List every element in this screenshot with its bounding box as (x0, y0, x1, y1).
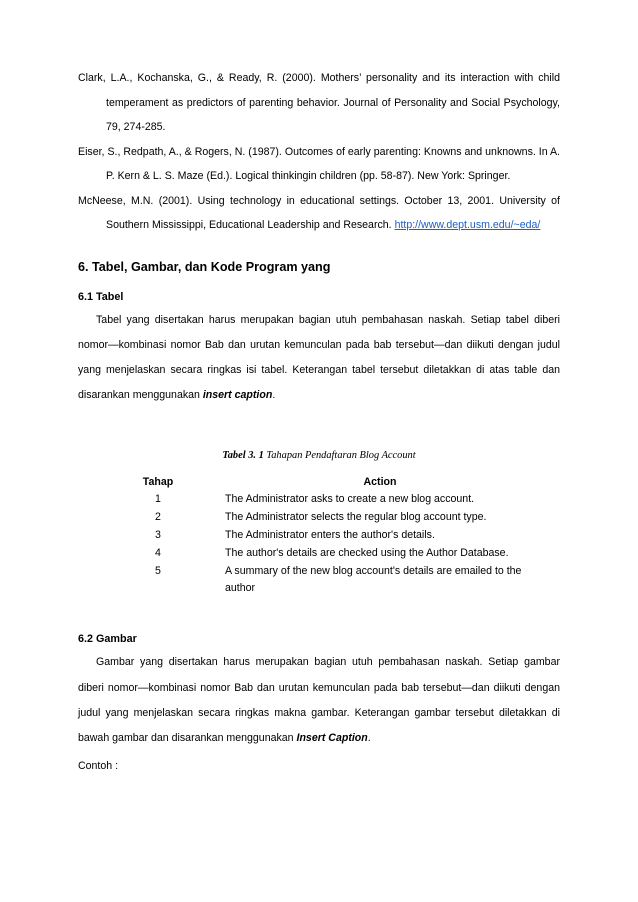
table-cell-step: 1 (155, 493, 161, 506)
table-row (126, 509, 535, 527)
reference-link[interactable]: http://www.dept.usm.edu/~eda/ (394, 219, 541, 231)
column-header-step: Tahap (142, 475, 174, 488)
table-header-row (126, 474, 535, 492)
table-cell-step: 3 (155, 529, 161, 542)
table-spacer (78, 598, 560, 620)
reference-entry (78, 140, 560, 189)
paragraph-text: Gambar yang disertakan harus merupakan bagian utuh pembahasan naskah. Setiap gambar diberi nomor—kombinasi nomor Bab dan urutan kemunculan pada bab tersebut—dan diikuti dengan judul yang menjelaskan secara ringkas makna gambar. Keterangan gambar tersebut diletakkan di bawah gambar dan disarankan menggunakan (78, 656, 560, 745)
reference-entry (78, 189, 560, 238)
reference-entry (78, 66, 560, 140)
table-cell-action: The Administrator selects the regular blog account type. (225, 511, 487, 524)
emphasis-text: insert caption (202, 389, 273, 402)
table-cell-action: The Administrator asks to create a new blog account. (225, 493, 475, 506)
table-cell-action: The author's details are checked using the Author Database. (225, 546, 509, 559)
paragraph-text: Tabel yang disertakan harus merupakan bagian utuh pembahasan naskah. Setiap tabel diberi nomor—kombinasi nomor Bab dan urutan kemunculan pada bab tersebut—dan diikuti dengan judul yang menjelaskan secara ringkas isi tabel. Keterangan tabel tersebut diletakkan di atas table dan disarankan menggunakan (78, 313, 560, 402)
section-heading: 6. Tabel, Gambar, dan Kode Program yang (78, 259, 331, 274)
subsection-heading-tabel: 6.1 Tabel (78, 290, 124, 303)
emphasis-text: Insert Caption (296, 732, 368, 745)
table-cell-step: 2 (155, 511, 161, 524)
reference-text: McNeese, M.N. (2001). Using technology in educational settings. October 13, 2001. University of Southern Mississippi, Educational Leadership and Research. (78, 194, 560, 231)
subsection-heading-gambar: 6.2 Gambar (78, 633, 137, 646)
column-header-action: Action (363, 475, 397, 488)
table-row (126, 491, 535, 509)
table-row (126, 545, 535, 563)
table-cell-step: 5 (155, 564, 161, 577)
paragraph-end: . (272, 389, 276, 402)
table-cell-action: The Administrator enters the author's details. (225, 529, 435, 542)
table-caption-label: Tabel 3. 1 (222, 449, 264, 461)
paragraph-end: . (367, 732, 371, 745)
example-label: Contoh : (78, 760, 119, 773)
table-caption (78, 448, 560, 464)
reference-text: Eiser, S., Redpath, A., & Rogers, N. (1987). Outcomes of early parenting: Knowns and unknowns. In A. P. Kern & L. S. Maze (Ed.). Logical thinkingin children (pp. 58-87). New York: Springer. (78, 145, 560, 182)
table-row (126, 563, 535, 599)
paragraph-tabel (78, 308, 560, 409)
page-content (78, 66, 560, 777)
table-row (126, 527, 535, 545)
paragraph-gambar (78, 650, 560, 751)
reference-text: Clark, L.A., Kochanska, G., & Ready, R. (2000). Mothers’ personality and its interaction with child temperament as predictors of parenting behavior. Journal of Personality and Social Psychology, 79, 274-285. (78, 72, 560, 133)
steps-table (126, 474, 535, 599)
reference-list (78, 66, 560, 238)
table-cell-action: A summary of the new blog account's details are emailed to the author (225, 564, 522, 595)
table-caption-title: Tahapan Pendaftaran Blog Account (263, 449, 416, 461)
table-cell-step: 4 (155, 546, 161, 559)
